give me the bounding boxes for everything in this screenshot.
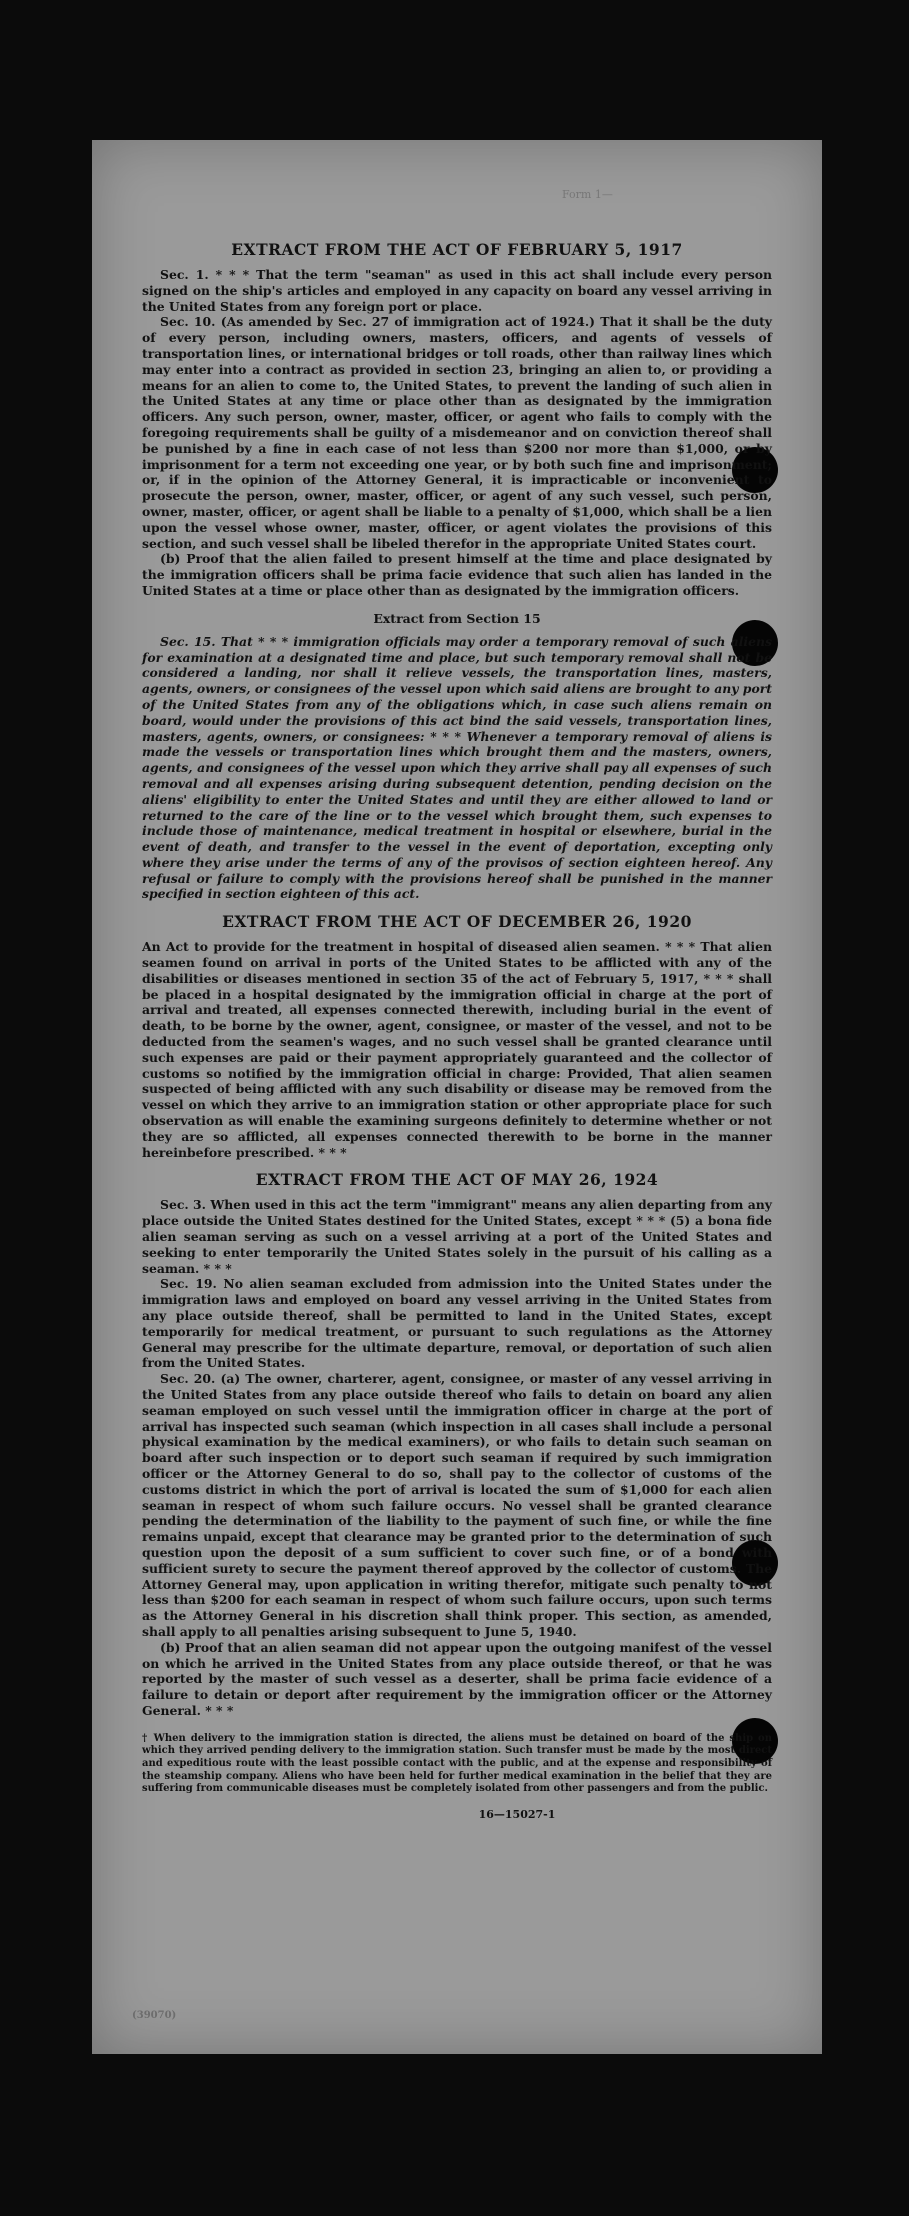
heading-section-15: Extract from Section 15: [373, 610, 541, 626]
section-20b: (b) Proof that an alien seaman did not appear upon the outgoing manifest of the vessel on which he arrived in the United States from any place outside thereof, or that he was reported by the master of such vessel as a deserter, shall be prima facie evidence of a failure to detain or deport after requirement by the immigration officer or the Attorney General. * * *: [142, 1639, 772, 1718]
footnote: † When delivery to the immigration station is directed, the aliens must be detained on board of the ship on which they arrived pending delivery to the immigration station. Such transfer must be made by the most direct and expeditious route with the least possible contact with the public, and at the expense and responsibility of the steamship company. Aliens who have been held for further medical examination in the belief that they are suffering from communicable diseases must be completely isolated from other passengers and from the public.: [142, 1732, 772, 1795]
section-10b: (b) Proof that the alien failed to present himself at the time and place designated by the immigration officers shall be prima facie evidence that such alien has landed in the United States at a time or place other than as designated by the immigration officers.: [142, 551, 772, 598]
section-10: Sec. 10. (As amended by Sec. 27 of immigration act of 1924.) That it shall be the duty of every person, including owners, masters, officers, and agents of vessels of transportation lines, or international bridges or toll roads, other than railway lines which may enter into a contract as provided in section 23, bringing an alien to, or providing a means for an alien to come to, the United States, to prevent the landing of such alien in the United States at any time or place other than as designated by the immigration officers. Any such person, owner, master, officer, or agent who fails to comply with the foregoing requirements shall be guilty of a misdemeanor and on conviction thereof shall be punished by a fine in each case of not less than $200 nor more than $1,000, or by imprisonment for a term not exceeding one year, or by both such fine and imprisonment; or, if in the opinion of the Attorney General, it is impracticable or inconvenient to prosecute the person, owner, master, officer, or agent of any such vessel, such person, owner, master, officer, or agent shall be liable to a penalty of $1,000, which shall be a lien upon the vessel whose owner, master, officer, or agent violates the provisions of this section, and such vessel shall be libeled therefor in the appropriate United States court.: [142, 314, 772, 551]
section-1: Sec. 1. * * * That the term "seaman" as used in this act shall include every person signed on the ship's articles and employed in any capacity on board any vessel arriving in the United States from any foreign port or place.: [142, 267, 772, 314]
section-20: Sec. 20. (a) The owner, charterer, agent, consignee, or master of any vessel arriving in the United States from any place outside thereof who fails to detain on board any alien seaman employed on such vessel until the immigration officer in charge at the port of arrival has inspected such seaman (which inspection in all cases shall include a personal physical examination by the medical examiners), or who fails to detain such seaman on board after such inspection or to deport such seaman if required by such immigration officer or the Attorney General to do so, shall pay to the collector of customs of the customs district in which the port of arrival is located the sum of $1,000 for each alien seaman in respect of whom such failure occurs. No vessel shall be granted clearance pending the determination of the liability to the payment of such fine, or while the fine remains unpaid, except that clearance may be granted prior to the determination of such question upon the deposit of a sum sufficient to cover such fine, or of a bond with sufficient surety to secure the payment thereof approved by the collector of customs. The Attorney General may, upon application in writing therefor, mitigate such penalty to not less than $200 for each seaman in respect of whom such failure occurs, upon such terms as the Attorney General in his discretion shall think proper. This section, as amended, shall apply to all penalties arising subsequent to June 5, 1940.: [142, 1371, 772, 1639]
section-15: Sec. 15. That * * * immigration officials may order a temporary removal of such aliens for examination at a designated time and place, but such temporary removal shall not be considered a landing, nor shall it relieve vessels, the transportation lines, masters, agents, owners, or consignees of the vessel upon which said aliens are brought to any port of the United States from any of the obligations which, in case such aliens remain on board, would under the provisions of this act bind the said vessels, transportation lines, masters, agents, owners, or consignees: * * * Whenever a temporary removal of aliens is made the vessels or transportation lines which brought them and the masters, owners, agents, and consignees of the vessel upon which they arrive shall pay all expenses of such removal and all expenses arising during subsequent detention, pending decision on the aliens' eligibility to enter the United States and until they are either allowed to land or returned to the care of the line or to the vessel which brought them, such expenses to include those of maintenance, medical treatment in hospital or elsewhere, burial in the event of death, and transfer to the vessel in the event of deportation, excepting only where they arise under the terms of any of the provisos of section eighteen hereof. Any refusal or failure to comply with the provisions hereof shall be punished in the manner specified in section eighteen of this act.: [142, 633, 772, 902]
form-number: 16—15027-1: [478, 1807, 556, 1821]
section-19: Sec. 19. No alien seaman excluded from admission into the United States under the immigration laws and employed on board any vessel arriving in the United States from any place outside thereof, shall be permitted to land in the United States, except temporarily for medical treatment, or pursuant to such regulations as the Attorney General may prescribe for the ultimate departure, removal, or deportation of such alien from the United States.: [142, 1276, 772, 1371]
document-body: [142, 240, 772, 1821]
document-page: [92, 140, 822, 2054]
heading-act-1924: EXTRACT FROM THE ACT OF MAY 26, 1924: [255, 1170, 659, 1190]
archive-stamp: (39070): [132, 2010, 177, 2021]
top-note: Form 1—: [562, 188, 613, 201]
section-3: Sec. 3. When used in this act the term "immigrant" means any alien departing from any place outside the United States destined for the United States, except * * * (5) a bona fide alien seaman serving as such on a vessel arriving at a port of the United States and seeking to enter temporarily the United States solely in the pursuit of his calling as a seaman. * * *: [142, 1197, 772, 1276]
heading-act-1920: EXTRACT FROM THE ACT OF DECEMBER 26, 1920: [222, 912, 692, 932]
act-1920-text: An Act to provide for the treatment in hospital of diseased alien seamen. * * * That alien seamen found on arrival in ports of the United States to be afflicted with any of the disabilities or diseases mentioned in section 35 of the act of February 5, 1917, * * * shall be placed in a hospital designated by the immigration official in charge at the port of arrival and treated, all expenses connected therewith, including burial in the event of death, to be borne by the owner, agent, consignee, or master of the vessel, and not to be deducted from the seamen's wages, and no such vessel shall be granted clearance until such expenses are paid or their payment appropriately guaranteed and the collector of customs so notified by the immigration official in charge: Provided, That alien seamen suspected of being afflicted with any such disability or disease may be removed from the vessel on which they arrive to an immigration station or other appropriate place for such observation as will enable the examining surgeons definitely to determine whether or not they are so afflicted, all expenses connected therewith to be borne in the manner hereinbefore prescribed. * * *: [142, 939, 772, 1160]
heading-act-1917: EXTRACT FROM THE ACT OF FEBRUARY 5, 1917: [231, 240, 683, 259]
